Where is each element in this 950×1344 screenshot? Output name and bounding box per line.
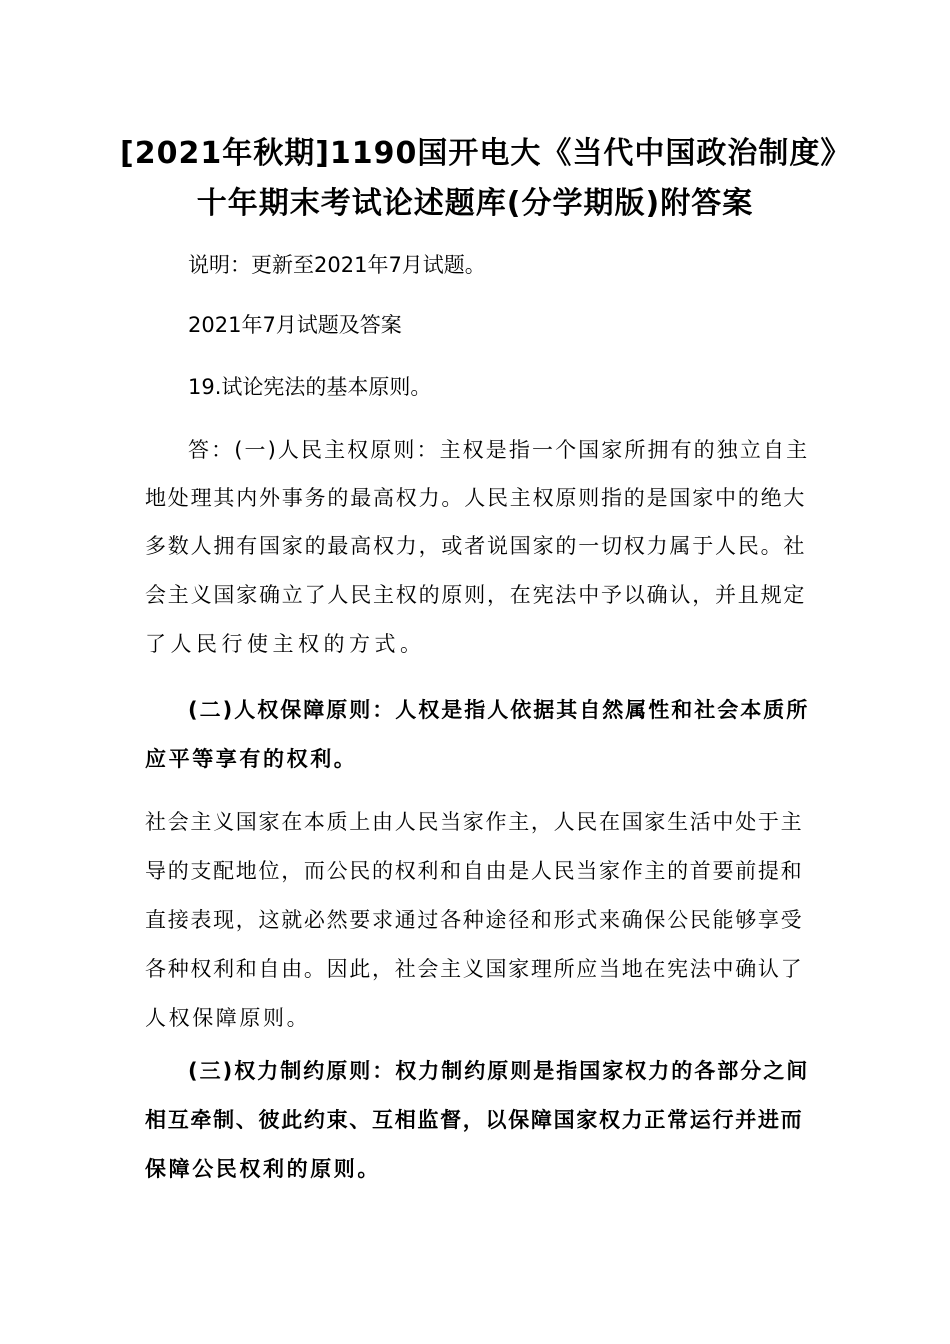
answer-p2-body-line-1: 社会主义国家在本质上由人民当家作主，人民在国家生活中处于主 bbox=[145, 810, 804, 834]
answer-p2-heading-line-1: (二)人权保障原则：人权是指人依据其自然属性和社会本质所 bbox=[188, 698, 810, 722]
answer-p3-heading-line-2: 相互牵制、彼此约束、互相监督，以保障国家权力正常运行并进而 bbox=[145, 1108, 804, 1132]
answer-p3-heading-line-3: 保障公民权利的原则。 bbox=[145, 1157, 381, 1181]
document-title-line-1: [2021年秋期]1190国开电大《当代中国政治制度》 bbox=[120, 136, 852, 171]
answer-p1-line-5: 了人民行使主权的方式。 bbox=[145, 632, 426, 656]
answer-p1-line-4: 会主义国家确立了人民主权的原则，在宪法中予以确认，并且规定 bbox=[145, 583, 807, 607]
document-title-line-2: 十年期末考试论述题库(分学期版)附答案 bbox=[196, 186, 754, 221]
answer-p2-body-line-4: 各种权利和自由。因此，社会主义国家理所应当地在宪法中确认了 bbox=[145, 957, 804, 981]
answer-p1-line-1: 答：(一)人民主权原则：主权是指一个国家所拥有的独立自主 bbox=[188, 438, 810, 462]
answer-p2-heading-line-2: 应平等享有的权利。 bbox=[145, 747, 358, 771]
answer-p1-line-2: 地处理其内外事务的最高权力。人民主权原则指的是国家中的绝大 bbox=[145, 486, 807, 510]
answer-p3-heading-line-1: (三)权力制约原则：权力制约原则是指国家权力的各部分之间 bbox=[188, 1059, 810, 1083]
update-note: 说明：更新至2021年7月试题。 bbox=[188, 253, 486, 277]
answer-p2-body-line-2: 导的支配地位，而公民的权利和自由是人民当家作主的首要前提和 bbox=[145, 859, 804, 883]
section-heading: 2021年7月试题及答案 bbox=[188, 313, 402, 337]
question-text: 19.试论宪法的基本原则。 bbox=[188, 375, 432, 399]
answer-p2-body-line-5: 人权保障原则。 bbox=[145, 1006, 311, 1030]
answer-p2-body-line-3: 直接表现，这就必然要求通过各种途径和形式来确保公民能够享受 bbox=[145, 908, 804, 932]
answer-p1-line-3: 多数人拥有国家的最高权力，或者说国家的一切权力属于人民。社 bbox=[145, 534, 807, 558]
